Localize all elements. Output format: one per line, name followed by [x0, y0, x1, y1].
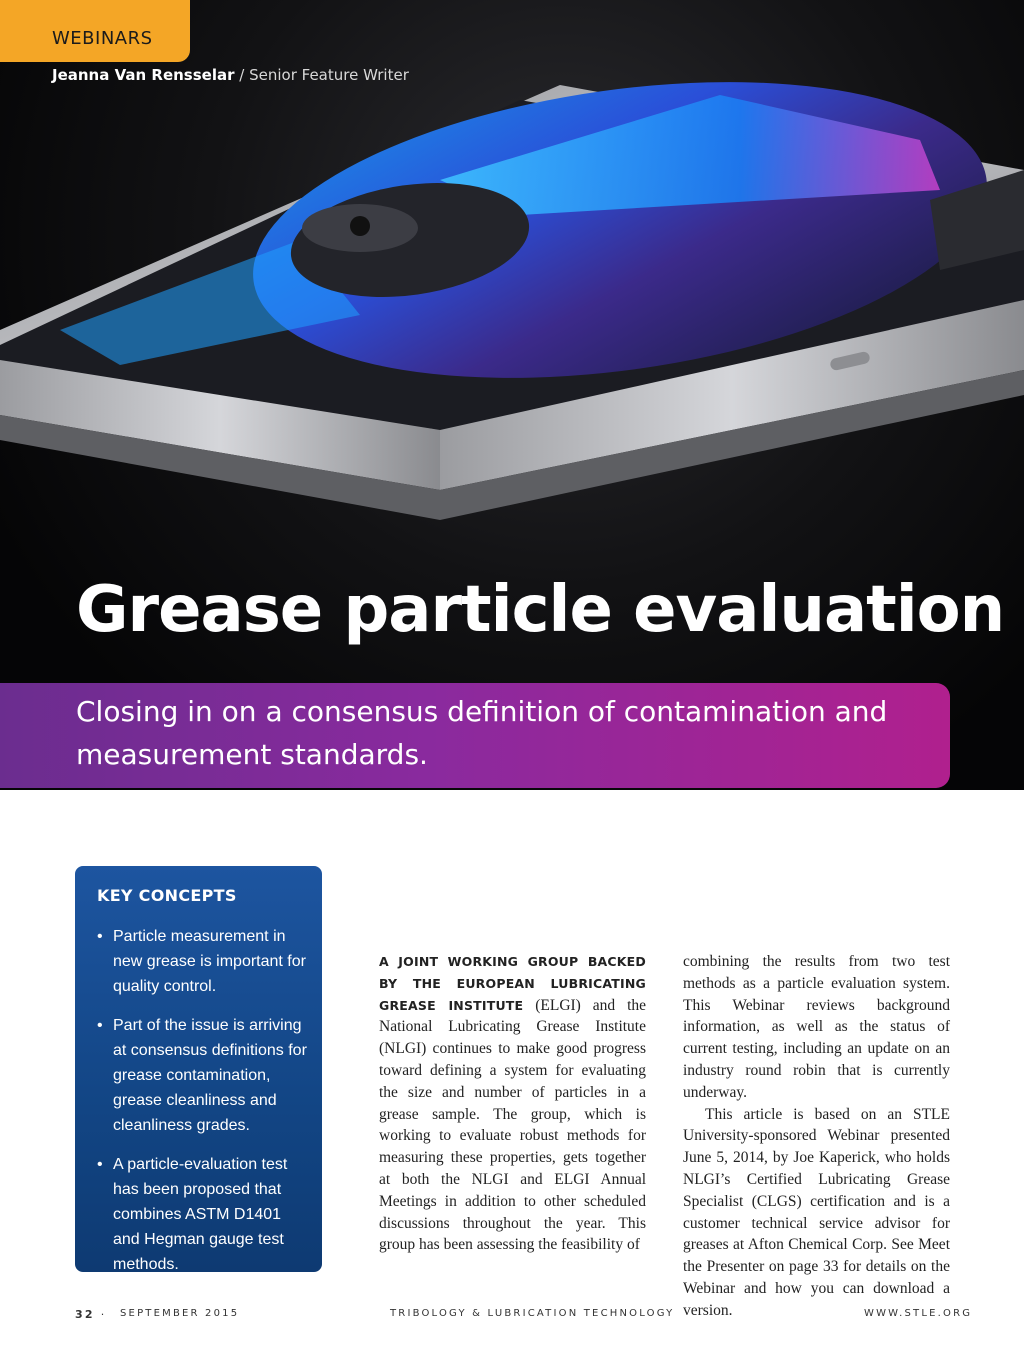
- article-paragraph-2: This article is based on an STLE University-sponsored Webinar presented June 5, 2014, by Joe Kaperick, who holds NLGI’s Certified Lubricating Grease Specialist (CLGS) certification and is a customer technical service advisor for greases at Afton Chemical Corp. See Meet the Presenter on page 33 for details on the Webinar and how you can download a version.: [683, 1105, 950, 1319]
- key-concept-item: • Particle measurement in new grease is important for quality control.: [97, 924, 312, 999]
- key-concepts-title: KEY CONCEPTS: [97, 886, 237, 905]
- footer-date: SEPTEMBER 2015: [120, 1308, 240, 1319]
- byline-role: Senior Feature Writer: [249, 66, 409, 84]
- footer-page-number: 32 ·: [75, 1308, 107, 1321]
- byline-author: Jeanna Van Rensselar: [52, 66, 235, 84]
- article-lead-in: A JOINT WORKING GROUP BACKED BY THE EUROPEAN LUBRICATING GREASE INSTITUTE: [379, 954, 646, 1013]
- key-concept-item: • A particle-evaluation test has been proposed that combines ASTM D1401 and Hegman gauge test methods.: [97, 1152, 312, 1277]
- key-concepts-box: [75, 866, 322, 1272]
- byline-separator: /: [239, 66, 245, 84]
- article-subhead: Closing in on a consensus definition of contamination and measurement standards.: [76, 695, 888, 771]
- section-tab: [0, 0, 190, 62]
- section-tab-label: WEBINARS: [52, 28, 153, 49]
- article-paragraph-1-continued: combining the results from two test methods as a particle evaluation system. This Webinar reviews background information, as well as the status of current testing, including an update on an industry round robin that is currently underway.: [683, 953, 950, 1101]
- key-concepts-list: [97, 924, 312, 1291]
- byline: [52, 66, 409, 84]
- article-column-1: [379, 951, 646, 1256]
- key-concept-item: • Part of the issue is arriving at consensus definitions for grease contamination, grease cleanliness and cleanliness grades.: [97, 1013, 312, 1138]
- article-headline: Grease particle evaluation: [76, 573, 1005, 647]
- article-paragraph-1: (ELGI) and the National Lubricating Grease Institute (NLGI) continues to make good progress toward defining a system for evaluating the size and number of particles in a grease sample. The group, which is working to evaluate robust methods for measuring these properties, gets together at both the NLGI and ELGI Annual Meetings in addition to other scheduled discussions throughout the year. This group has been assessing the feasibility of: [379, 996, 647, 1254]
- footer-url: WWW.STLE.ORG: [864, 1308, 973, 1319]
- article-column-2: [683, 951, 950, 1322]
- footer-publication: TRIBOLOGY & LUBRICATION TECHNOLOGY: [390, 1308, 675, 1319]
